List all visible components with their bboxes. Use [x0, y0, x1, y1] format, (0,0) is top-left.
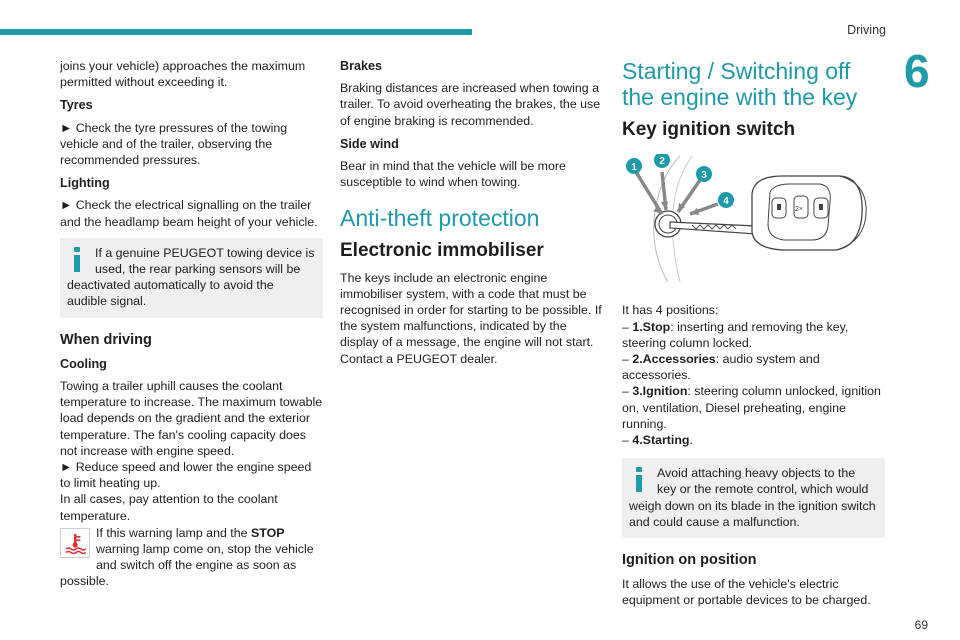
info-note-text: If a genuine PEUGEOT towing device is used, the rear parking sensors will be deactivated automatically to avoid the audible signal. [67, 245, 315, 309]
cooling-paragraph-2: ► Reduce speed and lower the engine speed to limit heating up. [60, 460, 312, 491]
cooling-heading: Cooling [60, 356, 107, 371]
antitheft-heading: Anti-theft protection [340, 205, 540, 232]
position-item-3: – 3.Ignition: steering column unlocked, ignition on, ventilation, Diesel preheating, engine running. [622, 384, 881, 431]
warning-text-pre: If this warning lamp and the [96, 525, 251, 540]
column-2 [340, 58, 603, 374]
warning-lamp-text [60, 525, 323, 590]
callout-3-label: 3 [701, 170, 707, 182]
column-3 [622, 58, 885, 616]
svg-text:2×: 2× [795, 206, 803, 214]
tyres-heading: Tyres [60, 98, 93, 113]
key-weight-note-text: Avoid attaching heavy objects to the key or the remote control, which would weigh down on its blade in the ignition switch and could cause a malfunction. [629, 466, 876, 529]
brakes-text: Braking distances are increased when towing a trailer. To avoid overheating the brakes, the use of engine braking is recommended. [340, 81, 601, 128]
info-note [60, 238, 323, 318]
coolant-temperature-warning-icon [60, 528, 90, 558]
section-title: Driving [847, 23, 886, 37]
info-icon [69, 247, 85, 273]
tyres-text: ► Check the tyre pressures of the towing vehicle and of the trailer, observing the recommended pressures. [60, 120, 288, 168]
callout-4-label: 4 [723, 196, 729, 208]
position-item-1: – 1.Stop: inserting and removing the key, steering column locked. [622, 319, 849, 350]
lighting-text: ► Check the electrical signalling on the trailer and the headlamp beam height of your vehicle. [60, 198, 318, 229]
position-item-4: – 4.Starting. [622, 433, 693, 448]
warning-text-post: warning lamp come on, stop the vehicle and switch off the engine as soon as possible. [60, 542, 314, 589]
starting-title: Starting / Switching off the engine with the key [622, 58, 858, 110]
callout-1-label: 1 [631, 162, 637, 174]
warning-text-stop: STOP [250, 525, 285, 540]
brakes-heading: Brakes [340, 59, 383, 73]
cooling-paragraph-3: In all cases, pay attention to the coolant temperature. [60, 492, 278, 523]
position-item-2: – 2.Accessories: audio system and accessories. [622, 352, 820, 383]
immobiliser-heading: Electronic immobiliser [340, 240, 544, 262]
positions-intro: It has 4 positions: [622, 303, 719, 318]
ignition-on-heading: Ignition on position [622, 552, 757, 569]
chapter-number: 6 [904, 45, 930, 97]
callout-2-label: 2 [659, 156, 665, 168]
ignition-on-text: It allows the use of the vehicle's electric equipment or portable devices to be charged. [622, 577, 871, 608]
info-icon [631, 467, 647, 493]
driving-heading: When driving [60, 331, 152, 348]
column-1 [60, 58, 323, 590]
cooling-paragraph-1: Towing a trailer uphill causes the coolant temperature to increase. The maximum towable load depends on the gradient and the exterior temperature. The fan's cooling capacity does not increase with engine speed. [60, 379, 323, 458]
key-weight-note [622, 458, 885, 538]
side-wind-text: Bear in mind that the vehicle will be more susceptible to wind when towing. [340, 159, 566, 190]
page-number: 69 [914, 618, 928, 632]
immobiliser-text: The keys include an electronic engine immobiliser system, with a code that must be recognised in order for starting to be possible. If the system malfunctions, indicated by the display of a message, the engine will not start. Contact a PEUGEOT dealer. [340, 270, 602, 366]
key-ignition-illustration [622, 154, 872, 286]
side-wind-heading: Side wind [340, 136, 399, 151]
intro-text: joins your vehicle) approaches the maximum permitted without exceeding it. [60, 59, 306, 90]
header-accent-bar [0, 29, 472, 35]
key-ignition-heading: Key ignition switch [622, 119, 796, 140]
lighting-heading: Lighting [60, 176, 110, 191]
